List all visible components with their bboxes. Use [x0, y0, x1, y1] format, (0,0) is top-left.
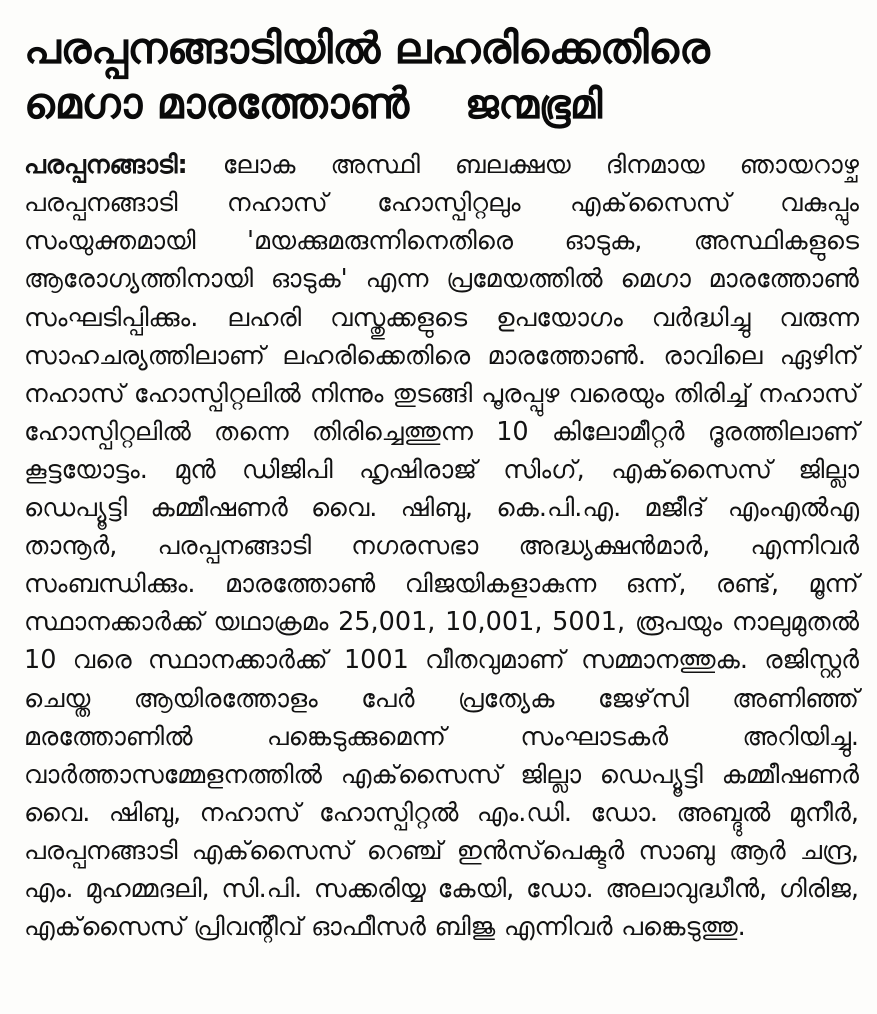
masthead: ജന്മഭൂമി [465, 82, 602, 129]
headline-line-2: മെഗാ മാരത്തോണ്‍ [24, 79, 409, 130]
dateline: പരപ്പനങ്ങാടി: [24, 150, 188, 181]
headline-line-2-row [24, 77, 859, 132]
article-body-text: ലോക അസ്ഥി ബലക്ഷയ ദിനമായ ഞായറാഴ്ച പരപ്പനങ്ങാടി നഹാസ് ഹോസ്പിറ്റലും എക്‌സൈസ് വകുപ്പും സംയുക്തമായി 'മയക്കുമരുന്നിനെതിരെ ഓടുക, അസ്ഥികളുടെ ആരോഗ്യത്തിനായി ഓടുക' എന്ന പ്രമേയത്തില്‍ മെഗാ മാരത്തോണ്‍ സംഘടിപ്പിക്കും. ലഹരി വസ്തുക്കളുടെ ഉപയോഗം വര്‍ദ്ധിച്ചു വരുന്ന സാഹചര്യത്തിലാണ് ലഹരിക്കെതിരെ മാരത്തോണ്‍. രാവിലെ ഏഴിന് നഹാസ് ഹോസ്പിറ്റലില്‍ നിന്നും തുടങ്ങി പൂരപ്പുഴ വരെയും തിരിച്ച് നഹാസ് ഹോസ്പിറ്റലില്‍ തന്നെ തിരിച്ചെത്തുന്ന 10 കിലോമീറ്റര്‍ ദൂരത്തിലാണ് കൂട്ടയോട്ടം. മുന്‍ ഡിജിപി ഹൃഷിരാജ് സിംഗ്, എക്‌സൈസ് ജില്ലാ ഡെപ്യൂട്ടി കമ്മീഷണര്‍ വൈ. ഷിബു, കെ.പി.എ. മജീദ് എംഎല്‍എ താനൂര്‍, പരപ്പനങ്ങാടി നഗരസഭാ അദ്ധ്യക്ഷന്‍മാര്‍, എന്നിവര്‍ സംബന്ധിക്കും. മാരത്തോണ്‍ വിജയികളാകുന്ന ഒന്ന്, രണ്ട്, മൂന്ന് സ്ഥാനക്കാര്‍ക്ക് യഥാക്രമം 25,001, 10,001, 5001, രൂപയും നാലുമുതല്‍ 10 വരെ സ്ഥാനക്കാര്‍ക്ക് 1001 വീതവുമാണ് സമ്മാനത്തുക. രജിസ്റ്റര്‍ ചെയ്ത ആയിരത്തോളം പേര്‍ പ്രത്യേക ജേഴ്‌സി അണിഞ്ഞ് മരത്തോണില്‍ പങ്കെടുക്കുമെന്ന് സംഘാടകര്‍ അറിയിച്ചു. വാര്‍ത്താസമ്മേളനത്തില്‍ എക്‌സൈസ് ജില്ലാ ഡെപ്യൂട്ടി കമ്മീഷണര്‍ വൈ. ഷിബു, നഹാസ് ഹോസ്പിറ്റല്‍ എം.ഡി. ഡോ. അബ്ദുല്‍ മുനീര്‍, പരപ്പനങ്ങാടി എക്‌സൈസ് റെഞ്ച് ഇന്‍സ്‌പെക്ടര്‍ സാബു ആര്‍ ചന്ദ്ര, എം. മുഹമ്മദലി, സി.പി. സക്കരിയ്യ കേയി, ഡോ. അലാവുദ്ധീന്‍, ഗിരിജ, എക്‌സൈസ് പ്രിവന്റീവ് ഓഫീസര്‍ ബിജു എന്നിവര്‍ പങ്കെടുത്തു. [24, 150, 859, 943]
headline-block [24, 22, 859, 132]
headline-line-1: പരപ്പനങ്ങാടിയില്‍ ലഹരിക്കെതിരെ [24, 24, 710, 74]
article-body [24, 146, 859, 946]
